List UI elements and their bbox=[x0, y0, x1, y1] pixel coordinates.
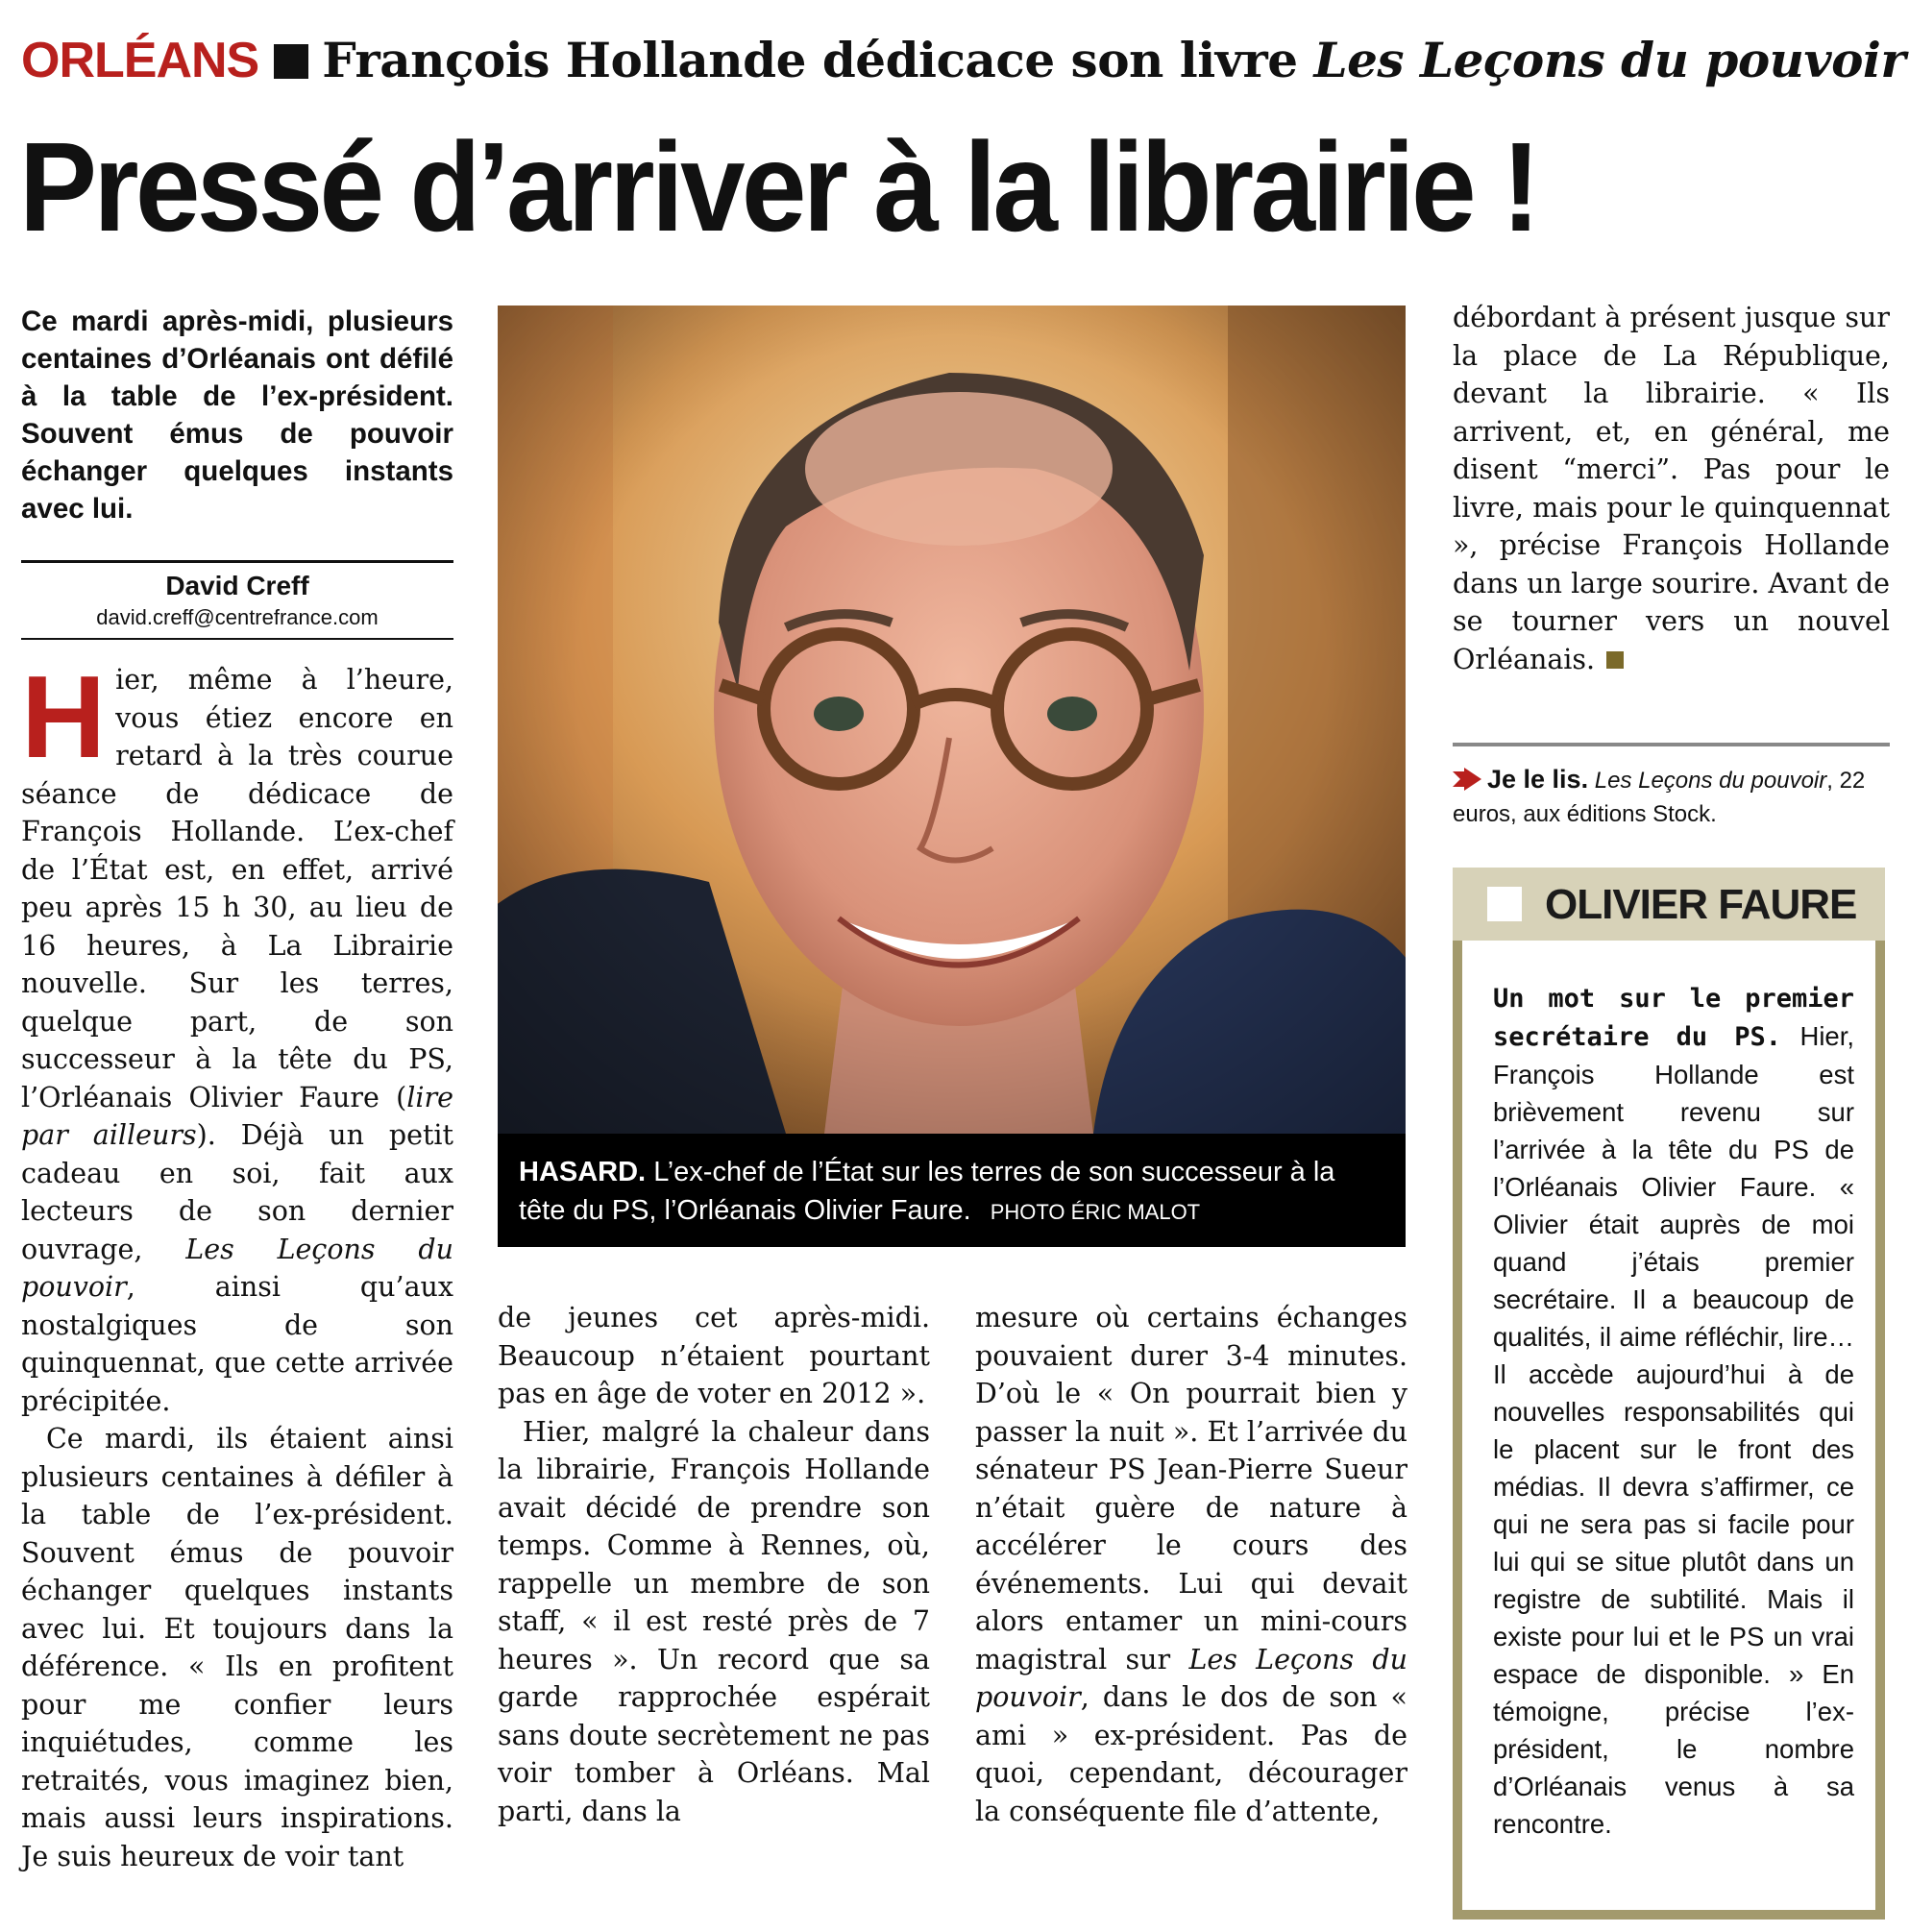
caption-lead: HASARD. bbox=[519, 1157, 647, 1187]
body-text: ier, même à l’heure, vous étiez encore en retard à la très courue séance de dédicace de François Hollande. L’ex-chef de l’État est, en effet, arrivé peu après 15 h 30, au lieu de 16 heures, à La Librairie nouvelle. Sur les terres, quelque part, de son successeur à la tête du PS, l’Orléanais Olivier Faure ( bbox=[21, 664, 453, 1113]
sidebar-header bbox=[1453, 868, 1885, 941]
sidebar-olivier-faure bbox=[1453, 868, 1885, 1920]
article-column-4 bbox=[1453, 299, 1890, 723]
sidebar-square-icon bbox=[1487, 887, 1522, 921]
caption-text: L’ex-chef de l’État sur les terres de son successeur à la tête du PS, l’Orléanais Olivier Faure. bbox=[519, 1157, 1335, 1226]
jelis-book: Les Leçons du pouvoir bbox=[1594, 768, 1827, 794]
article-column-2 bbox=[498, 1299, 930, 1925]
kicker-text: François Hollande dédicace son livre bbox=[322, 32, 1298, 88]
body-paragraph: Ce mardi, ils étaient ainsi plusieurs centaines à défiler à la table de l’ex-président. Souvent émus de pouvoir échanger quelques instants avec lui. Et toujours dans la déférence. « Ils en profitent pour me confier leurs inquiétudes, comme les retraités, vous imaginez bien, mais aussi leurs inspirations. Je suis heureux de voir tant bbox=[21, 1423, 453, 1872]
body-italic: lire par ailleurs bbox=[21, 1081, 453, 1151]
end-mark-icon bbox=[1606, 651, 1624, 669]
byline-top-rule bbox=[21, 560, 453, 563]
body-italic: Les Leçons du pouvoir bbox=[975, 1643, 1407, 1713]
kicker-book-title: Les Leçons du pouvoir bbox=[1313, 32, 1906, 88]
byline-author: David Creff bbox=[165, 571, 309, 600]
je-le-lis bbox=[1453, 764, 1890, 830]
body-paragraph: Hier, malgré la chaleur dans la librairie, François Hollande avait décidé de prendre son temps. Comme à Rennes, où, rappelle un membre de son staff, « il est resté près de 7 heures ». Un record que sa garde rapprochée espérait sans doute secrètement ne pas voir tomber à Orléans. Mal parti, dans la bbox=[498, 1415, 930, 1827]
body-text: débordant à présent jusque sur la place de La République, devant la librairie. « Ils arrivent, et, en général, me disent “merci”. Pas pour le livre, mais pour le quinquennat », précise François Hollande dans un large sourire. Avant de se tourner vers un nouvel Orléanais. bbox=[1453, 302, 1890, 675]
drop-cap: H bbox=[21, 651, 107, 782]
photo-credit: PHOTO ÉRIC MALOT bbox=[990, 1200, 1201, 1224]
jelis-label: Je le lis. bbox=[1487, 765, 1589, 794]
body-text: mesure où certains échanges pouvaient durer 3-4 minutes. D’où le « On pourrait bien y passer la nuit ». Et l’arrivée du sénateur PS Jean-Pierre Sueur n’était guère de nature à accélérer le cours des événements. Lui qui devait alors entamer un mini-cours magistral sur bbox=[975, 1302, 1407, 1675]
arrow-right-icon bbox=[1453, 768, 1481, 799]
body-paragraph: de jeunes cet après-midi. Beaucoup n’étaient pourtant pas en âge de voter en 2012 ». bbox=[498, 1302, 930, 1409]
sidebar-text: Hier, François Hollande est brièvement revenu sur l’arrivée à la tête du PS de l’Orléanais Olivier Faure. « Olivier était auprès de moi quand j’étais premier secrétaire. Il a beaucoup de qualités, il aime réfléchir, lire… Il accède aujourd’hui à de nouvelles responsabilités qui le placent sur le front des médias. Il devra s’affirmer, ce qui ne sera pas si facile pour lui qui se situe plutôt dans un registre de subtilité. Mais il existe pour lui et le PS un vrai espace de disponible. » En témoigne, précise l’ex-président, le nombre d’Orléanais venus à sa rencontre. bbox=[1493, 1021, 1855, 1839]
kicker-square-icon bbox=[274, 44, 308, 79]
body-text: , dans le dos de son « ami » ex-président. Pas de quoi, cependant, décourager la conséquente file d’attente, bbox=[975, 1681, 1407, 1827]
sidebar-lede: Un mot sur le premier secrétaire du PS. bbox=[1493, 984, 1854, 1052]
jelis-text: , 22 euros, aux éditions Stock. bbox=[1453, 768, 1866, 827]
sidebar-title: OLIVIER FAURE bbox=[1545, 881, 1857, 928]
sidebar-body bbox=[1462, 941, 1875, 1910]
byline-bottom-rule bbox=[21, 638, 453, 640]
article-column-1 bbox=[21, 651, 453, 1927]
body-text: , ainsi qu’aux nostalgiques de son quinquennat, que cette arrivée précipitée. bbox=[21, 1271, 453, 1417]
kicker bbox=[21, 27, 1906, 94]
body-text: ). Déjà un petit cadeau en soi, fait aux lecteurs de son dernier ouvrage, bbox=[21, 1119, 453, 1265]
chapo: Ce mardi après-midi, plusieurs centaines d’Orléanais ont défilé à la table de l’ex-président. Souvent émus de pouvoir échanger quelques instants avec lui. bbox=[21, 306, 453, 525]
jelis-rule bbox=[1453, 743, 1890, 746]
photo-caption bbox=[498, 1134, 1406, 1247]
kicker-city: ORLÉANS bbox=[21, 33, 259, 88]
portrait-illustration bbox=[498, 306, 1406, 1134]
article-column-3 bbox=[975, 1299, 1407, 1925]
body-italic: Les Leçons du pouvoir bbox=[21, 1233, 453, 1303]
byline-email: david.creff@centrefrance.com bbox=[96, 605, 379, 629]
hollande-photo bbox=[498, 306, 1406, 1134]
headline: Pressé d’arriver à la librairie ! bbox=[19, 116, 1537, 257]
